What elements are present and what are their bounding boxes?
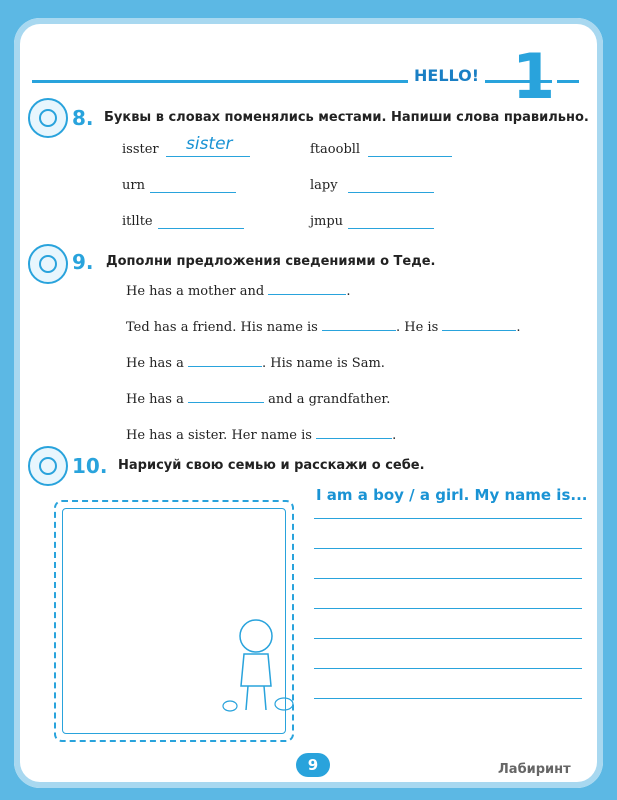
header-title: HELLO! [408,66,485,85]
answer-blank[interactable] [322,330,396,331]
sentence-2: Ted has a friend. His name is . He is . [126,320,521,335]
scrambled-word: ftaoobll [310,142,361,157]
answer-blank[interactable] [188,402,264,403]
scrambled-word: urn [122,178,145,193]
sentence-3: He has a . His name is Sam. [126,356,385,371]
sentence-4: He has a and a grandfather. [126,392,391,407]
writing-line[interactable] [314,638,582,639]
answer-blank[interactable] [348,228,434,229]
girl-avatar-icon [28,98,68,138]
writing-line[interactable] [314,698,582,699]
answer-blank[interactable] [150,192,236,193]
answer-blank[interactable] [442,330,516,331]
girl-avatar-icon [28,446,68,486]
answer-blank[interactable] [158,228,244,229]
scrambled-word: lapy [310,178,338,193]
sentence-1: He has a mother and . [126,284,351,299]
writing-line[interactable] [314,518,582,519]
unit-dash [557,80,579,83]
scrambled-word: itllte [122,214,153,229]
writing-line[interactable] [314,608,582,609]
scrambled-word: jmpu [310,214,344,229]
exercise-9-instruction: Дополни предложения сведениями о Теде. [106,254,436,269]
workbook-page [14,18,603,788]
drawing-area[interactable] [54,500,294,742]
watermark-logo: Лабиринт [498,762,571,777]
writing-line[interactable] [314,578,582,579]
child-illustration-icon [216,610,296,720]
answer-text: sister [186,134,233,154]
girl-avatar-icon [28,244,68,284]
answer-blank[interactable] [166,156,250,157]
scrambled-word: isster [122,142,159,157]
answer-blank[interactable] [316,438,392,439]
unit-number: 1 [512,40,556,113]
sentence-5: He has a sister. Her name is . [126,428,397,443]
page-number: 9 [296,753,330,777]
exercise-8-number: 8. [72,106,94,130]
writing-line[interactable] [314,548,582,549]
exercise-10-number: 10. [72,454,108,478]
answer-blank[interactable] [188,366,262,367]
exercise-8-instruction: Буквы в словах поменялись местами. Напиши слова правильно. [104,110,589,125]
exercise-10-instruction: Нарисуй свою семью и расскажи о себе. [118,458,425,473]
answer-blank[interactable] [368,156,452,157]
exercise-9-number: 9. [72,250,94,274]
writing-prompt: I am a boy / a girl. My name is... [316,486,588,504]
writing-line[interactable] [314,668,582,669]
answer-blank[interactable] [348,192,434,193]
answer-blank[interactable] [268,294,346,295]
